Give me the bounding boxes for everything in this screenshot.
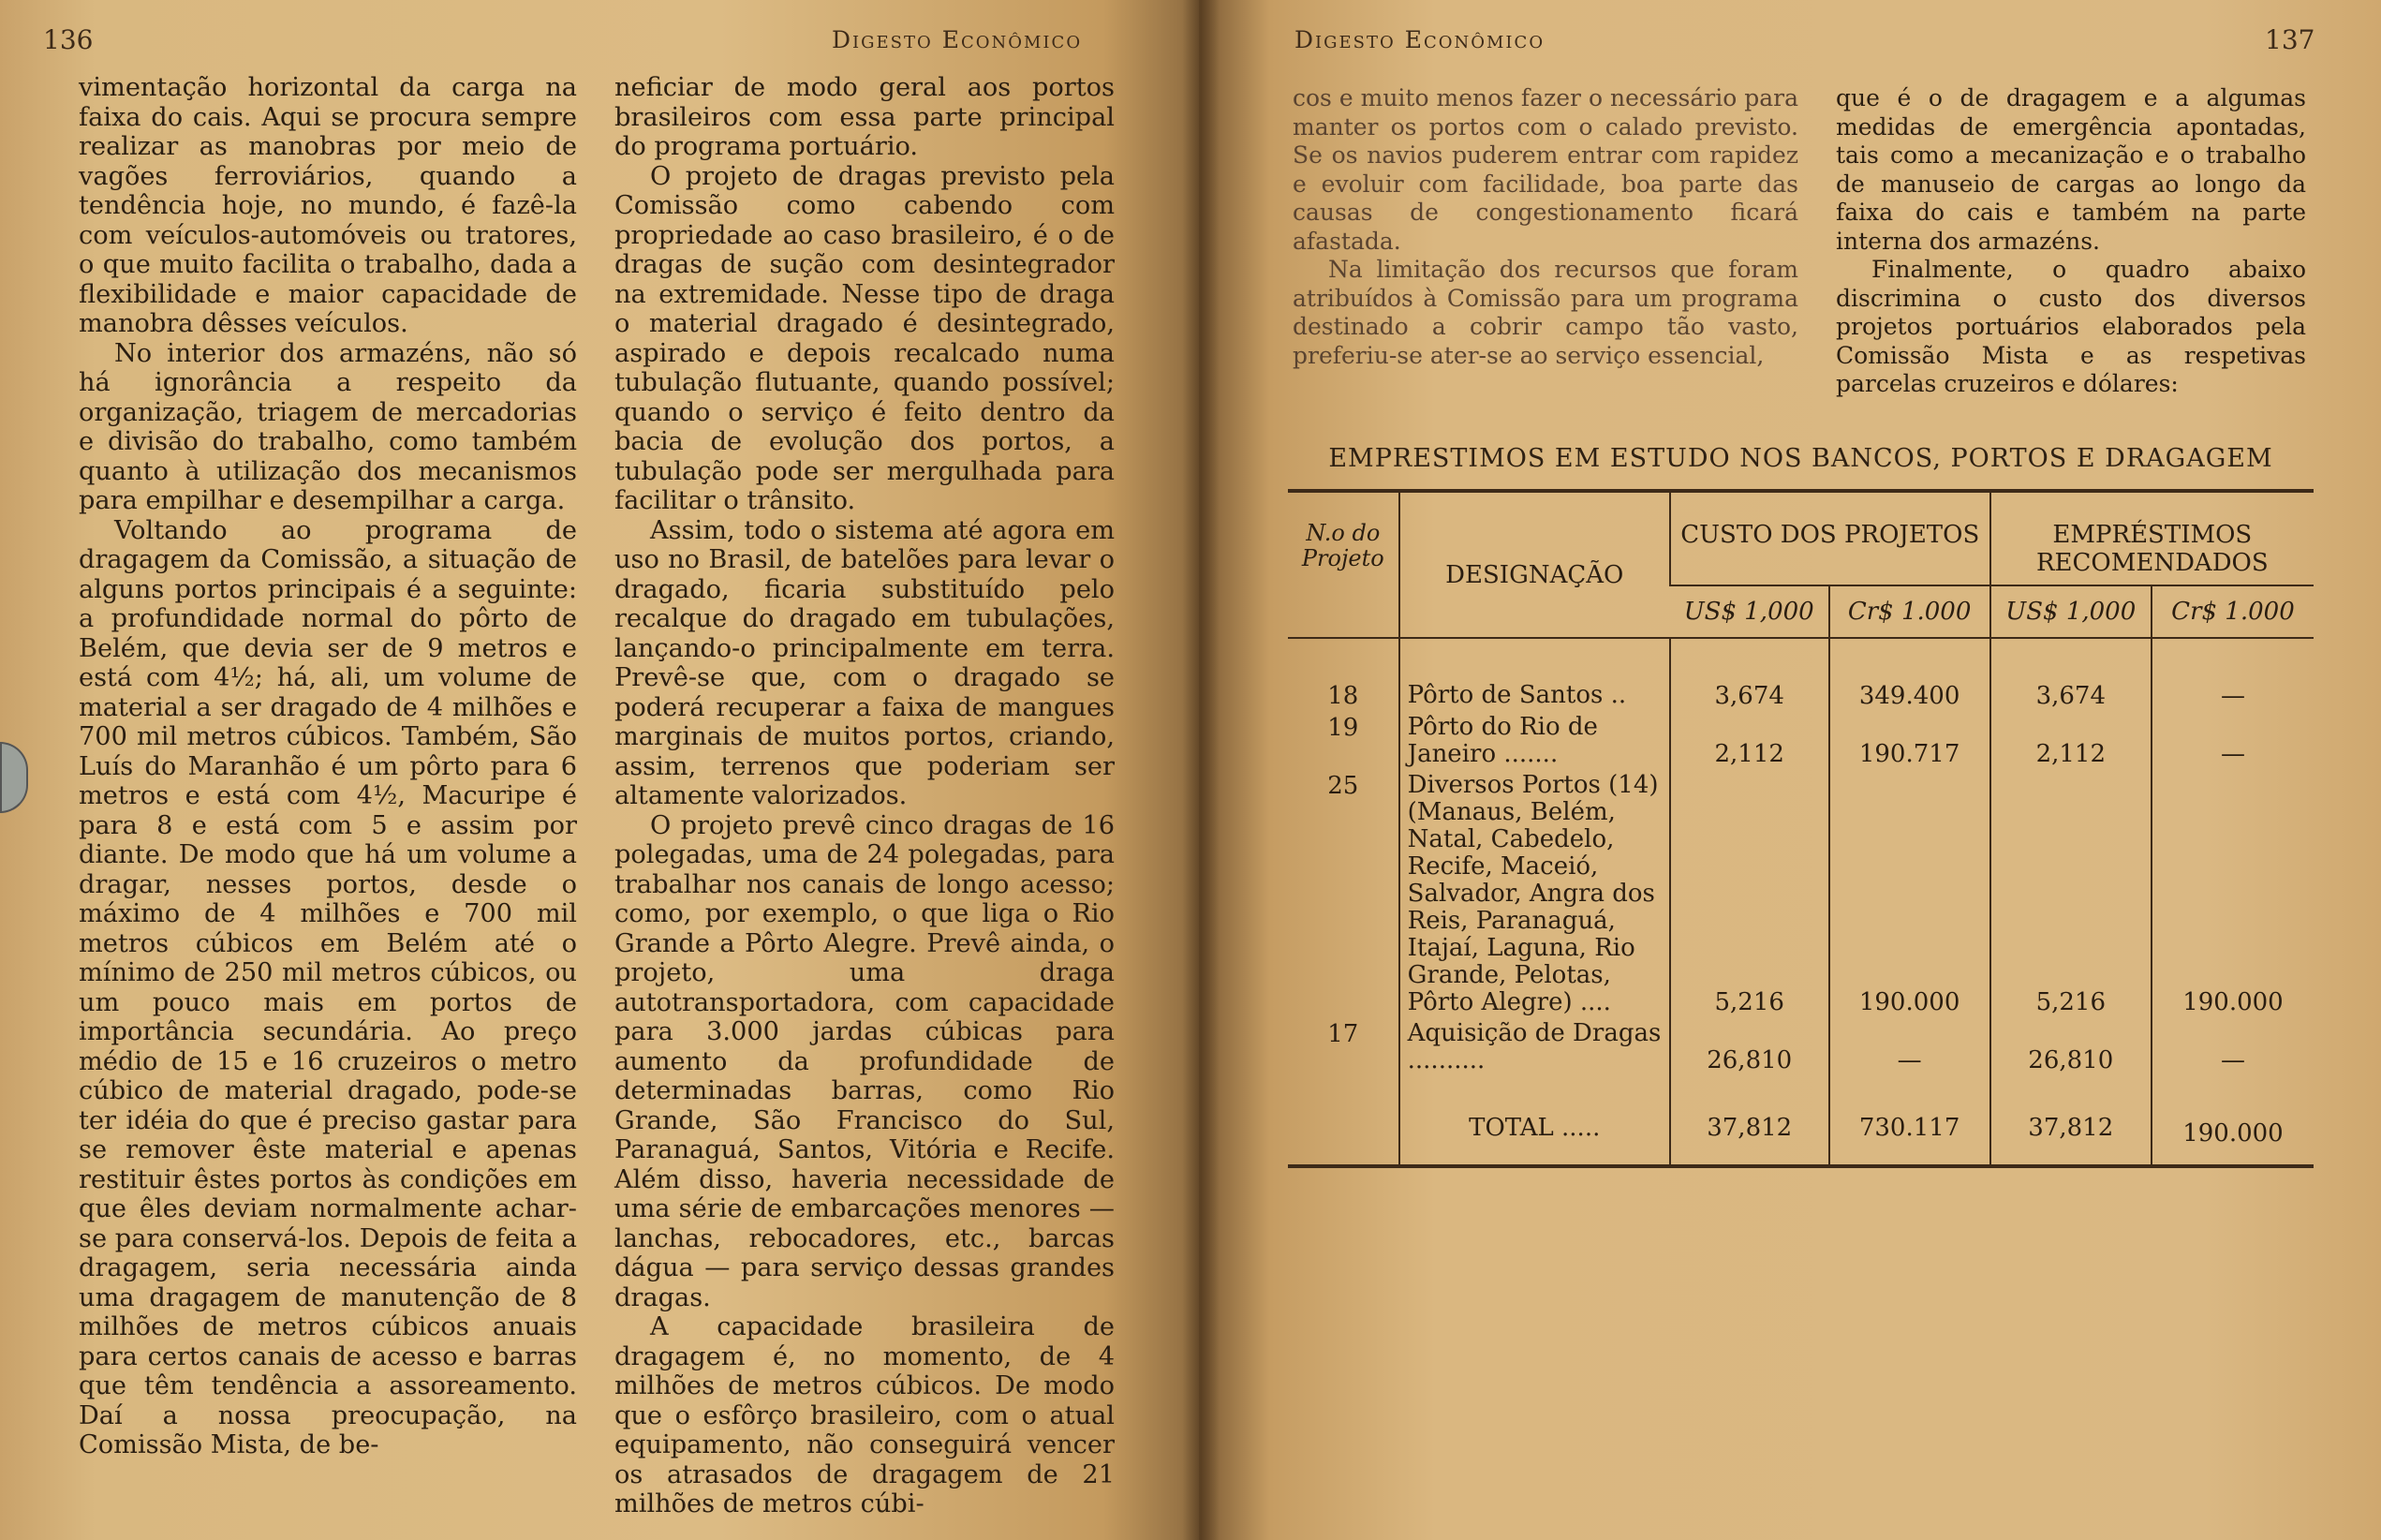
- table-row: [1288, 712, 2314, 770]
- paragraph: Assim, todo o sistema até agora em uso no Brasil, de batelões para levar o dragado, ficaria substituído pelo recalque do dragado em tubulações, lançando-o principalmente em terra. Prevê-se que, com o dragado se poderá recuperar a faixa de mangues marginais de muitos portos, criando, assim, terrenos que poderiam ser altamente valorizados.: [614, 515, 1115, 810]
- cell-loan-brl: 190.000: [2152, 770, 2314, 1018]
- cell-cost-usd: 3,674: [1670, 638, 1829, 712]
- cell-designation: Pôrto de Santos ..: [1399, 638, 1670, 712]
- header-cost-usd: US$ 1,000: [1670, 585, 1829, 638]
- cell-project: 18: [1327, 682, 1359, 710]
- cell-empty: [1288, 1076, 1399, 1166]
- total-loan-usd: 37,812: [1990, 1076, 2152, 1166]
- table-row: [1288, 770, 2314, 1018]
- left-column-1: [79, 73, 577, 1460]
- page-clip: [0, 742, 28, 813]
- total-loan-brl: 190.000: [2152, 1076, 2314, 1166]
- paragraph: Na limitação dos recursos que foram atribuídos à Comissão para um programa destinado a cobrir campo tão vasto, preferiu-se ater-se ao serviço essencial,: [1293, 256, 1798, 369]
- cell-cost-usd: 2,112: [1670, 712, 1829, 770]
- cell-project: 19: [1327, 714, 1359, 742]
- cell-designation: Aquisição de Dragas ..........: [1399, 1018, 1670, 1076]
- cell-loan-brl: —: [2152, 638, 2314, 712]
- table-total-row: [1288, 1076, 2314, 1166]
- cell-loan-usd: 3,674: [1990, 638, 2152, 712]
- cell-designation: Diversos Portos (14) (Manaus, Belém, Natal, Cabedelo, Recife, Maceió, Salvador, Angra dos Reis, Paranaguá, Itajaí, Laguna, Rio Grande, Pelotas, Pôrto Alegre) ....: [1399, 770, 1670, 1018]
- right-column-1: [1293, 84, 1798, 370]
- cell-cost-usd: 26,810: [1670, 1018, 1829, 1076]
- paragraph: que é o de dragagem e a algumas medidas de emergência apontadas, tais como a mecanização e o trabalho de manuseio de cargas ao longo da faixa do cais e também na parte interna dos armazéns.: [1836, 84, 2306, 255]
- header-loan-usd: US$ 1,000: [1990, 585, 2152, 638]
- left-column-2: [614, 73, 1115, 1519]
- table-row: [1288, 1018, 2314, 1076]
- header-cost-brl: Cr$ 1.000: [1829, 585, 1990, 638]
- paragraph: vimentação horizontal da carga na faixa do cais. Aqui se procura sempre realizar as manobras por meio de vagões ferroviários, quando a tendência hoje, no mundo, é fazê-la com veículos-automóveis ou tratores, o que muito facilita o trabalho, dada a flexibilidade e maior capacidade de manobra dêsses veículos.: [79, 73, 577, 338]
- paragraph: neficiar de modo geral aos portos brasileiros com essa parte principal do programa portuário.: [614, 73, 1115, 161]
- right-running-head: Digesto Econômico: [1294, 26, 1545, 53]
- header-loan-brl: Cr$ 1.000: [2152, 585, 2314, 638]
- cell-cost-brl: 349.400: [1829, 638, 1990, 712]
- cell-cost-brl: 190.717: [1829, 712, 1990, 770]
- cell-loan-usd: 5,216: [1990, 770, 2152, 1018]
- paragraph: Voltando ao programa de dragagem da Comissão, a situação de alguns portos principais é a seguinte: a profundidade normal do pôrto de Belém, que devia ser de 9 metros e está com 4½; há, ali, um volume de material a ser dragado de 4 milhões e 700 mil metros cúbicos. Também, São Luís do Maranhão é um pôrto para 6 metros e está com 4½, Macuripe é para 8 e está com 5 e assim por diante. De modo que há um volume a dragar, nesses portos, desde o máximo de 4 milhões e 700 mil metros cúbicos em Belém até o mínimo de 250 mil metros cúbicos, ou um pouco mais em portos de importância secundária. Ao preço médio de 15 e 16 cruzeiros o metro cúbico de material dragado, pode-se ter idéia do que é preciso gastar para se remover êste material e apenas restituir êstes portos às condições em que êles deviam normalmente achar-se para conservá-los. Depois de feita a dragagem, seria necessária ainda uma dragagem de manutenção de 8 milhões de metros cúbicos anuais para certos canais de acesso e barras que têm tendência a assoreamento. Daí a nossa preocupação, na Comissão Mista, de be-: [79, 515, 577, 1459]
- total-cost-brl: 730.117: [1829, 1076, 1990, 1166]
- cell-cost-brl: 190.000: [1829, 770, 1990, 1018]
- paragraph: Finalmente, o quadro abaixo discrimina o custo dos diversos projetos portuários elaborados pela Comissão Mista e as respetivas parcelas cruzeiros e dólares:: [1836, 256, 2306, 397]
- table-row: [1288, 638, 2314, 712]
- table-header-row: [1288, 491, 2314, 585]
- right-page-number: 137: [2265, 24, 2315, 55]
- cell-loan-brl: —: [2152, 712, 2314, 770]
- paragraph: O projeto prevê cinco dragas de 16 polegadas, uma de 24 polegadas, para trabalhar nos canais de longo acesso; como, por exemplo, o que liga o Rio Grande a Pôrto Alegre. Prevê ainda, o projeto, uma draga autotransportadora, com capacidade para 3.000 jardas cúbicas para aumento da profundidade de determinadas barras, como Rio Grande, São Francisco do Sul, Paranaguá, Santos, Vitória e Recife. Além disso, haveria necessidade de uma série de embarcações menores — lanchas, rebocadores, etc., barcas dágua — para serviço dessas grandes dragas.: [614, 810, 1115, 1312]
- header-designation: DESIGNAÇÃO: [1399, 491, 1670, 638]
- loans-table: [1288, 489, 2314, 1168]
- cell-project: 25: [1327, 772, 1359, 800]
- total-cost-usd: 37,812: [1670, 1076, 1829, 1166]
- total-label: TOTAL .....: [1399, 1076, 1670, 1166]
- right-column-2: [1836, 84, 2306, 399]
- left-running-head: Digesto Econômico: [832, 26, 1083, 53]
- header-recommended-loans: EMPRÉSTIMOS RECOMENDADOS: [1990, 491, 2314, 585]
- cell-loan-brl: —: [2152, 1018, 2314, 1076]
- cell-loan-usd: 2,112: [1990, 712, 2152, 770]
- cell-project: 17: [1327, 1020, 1359, 1048]
- cell-loan-usd: 26,810: [1990, 1018, 2152, 1076]
- header-project-number: N.o do Projeto: [1288, 491, 1399, 638]
- cell-cost-usd: 5,216: [1670, 770, 1829, 1018]
- left-page-number: 136: [43, 24, 94, 55]
- table-title: EMPRESTIMOS EM ESTUDO NOS BANCOS, PORTOS E DRAGAGEM: [1328, 444, 2273, 473]
- paragraph: O projeto de dragas previsto pela Comissão como cabendo com propriedade ao caso brasileiro, é o de dragas de sução com desintegrador na extremidade. Nesse tipo de draga o material dragado é desintegrado, aspirado e depois recalcado numa tubulação flutuante, quando possível; quando o serviço é feito dentro da bacia de evolução dos portos, a tubulação pode ser mergulhada para facilitar o trânsito.: [614, 161, 1115, 515]
- cell-designation: Pôrto do Rio de Janeiro .......: [1399, 712, 1670, 770]
- paragraph: No interior dos armazéns, não só há ignorância a respeito da organização, triagem de mercadorias e divisão do trabalho, como também quanto à utilização dos mecanismos para empilhar e desempilhar a carga.: [79, 338, 577, 515]
- header-project-cost: CUSTO DOS PROJETOS: [1670, 491, 1990, 585]
- book-spine: [1182, 0, 1220, 1540]
- paragraph: cos e muito menos fazer o necessário para manter os portos com o calado previsto. Se os navios puderem entrar com rapidez e evoluir com facilidade, boa parte das causas de congestionamento ficará afastada.: [1293, 84, 1798, 255]
- cell-cost-brl: —: [1829, 1018, 1990, 1076]
- paragraph: A capacidade brasileira de dragagem é, no momento, de 4 milhões de metros cúbicos. De modo que o esfôrço brasileiro, com o atual equipamento, não conseguirá vencer os atrasados de dragagem de 21 milhões de metros cúbi-: [614, 1312, 1115, 1518]
